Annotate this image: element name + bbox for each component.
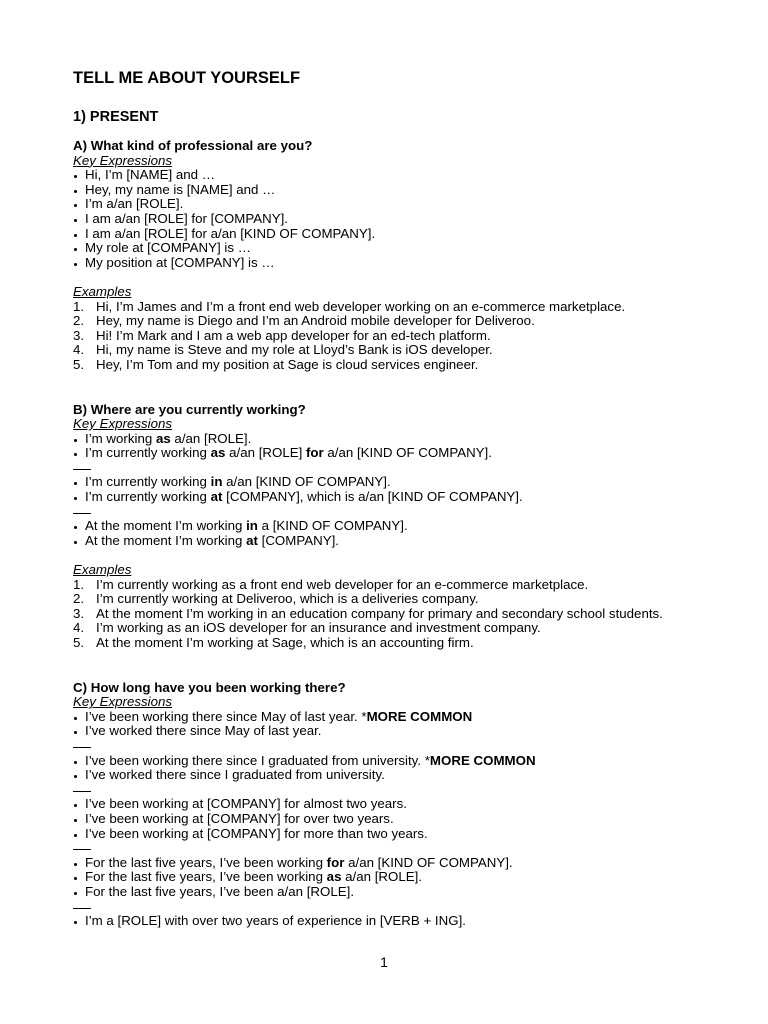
expression-item bbox=[73, 534, 713, 549]
examples-label: Examples bbox=[73, 562, 132, 578]
expression-text: I’ve worked there since May of last year. bbox=[85, 723, 322, 739]
example-text: Hey, I’m Tom and my position at Sage is cloud services engineer. bbox=[96, 356, 479, 372]
example-item bbox=[73, 607, 713, 622]
emphasis-word: as bbox=[210, 445, 226, 461]
expression-item bbox=[73, 256, 713, 271]
expression-text: At the moment I’m working bbox=[85, 532, 247, 548]
example-item bbox=[73, 621, 713, 636]
expression-text: I’m working bbox=[85, 430, 156, 446]
example-item bbox=[73, 578, 713, 593]
expression-text: For the last five years, I’ve been working bbox=[85, 869, 327, 885]
expression-text: My position at [COMPANY] is … bbox=[85, 254, 275, 270]
examples-list bbox=[73, 578, 713, 651]
expression-text: I’ve been working there since May of last year. * bbox=[85, 708, 367, 724]
expression-item bbox=[73, 710, 713, 725]
expression-text: I am a/an [ROLE] for [COMPANY]. bbox=[85, 210, 288, 226]
emphasis-word: MORE COMMON bbox=[429, 752, 536, 768]
group-divider bbox=[73, 783, 713, 798]
expression-text: I’m currently working bbox=[85, 474, 211, 490]
emphasis-word: for bbox=[305, 445, 324, 461]
expression-text: I’m a/an [ROLE]. bbox=[85, 196, 184, 212]
example-number: 2. bbox=[73, 591, 85, 607]
expression-item bbox=[73, 856, 713, 871]
expression-text: [COMPANY]. bbox=[257, 532, 339, 548]
example-text: Hi, I’m James and I’m a front end web developer working on an e-commerce marketplace. bbox=[96, 298, 626, 314]
emphasis-word: in bbox=[246, 518, 258, 534]
expression-text: a/an [ROLE] bbox=[225, 445, 306, 461]
group-divider bbox=[73, 739, 713, 754]
expression-list bbox=[73, 519, 713, 548]
example-text: I’m currently working as a front end web developer for an e-commerce marketplace. bbox=[96, 576, 589, 592]
example-number: 4. bbox=[73, 620, 85, 636]
expression-item bbox=[73, 724, 713, 739]
page-number: 1 bbox=[380, 954, 388, 970]
example-item bbox=[73, 592, 713, 607]
spacer bbox=[73, 270, 713, 285]
emphasis-word: at bbox=[246, 532, 258, 548]
emphasis-word: for bbox=[326, 854, 345, 870]
example-text: At the moment I’m working in an education company for primary and secondary school students. bbox=[96, 605, 663, 621]
examples-list bbox=[73, 300, 713, 373]
example-item bbox=[73, 300, 713, 315]
emphasis-word: in bbox=[210, 474, 223, 490]
expression-text: I’ve been working at [COMPANY] for over two years. bbox=[85, 810, 394, 826]
example-text: Hi! I’m Mark and I am a web app developer for an ed-tech platform. bbox=[96, 327, 491, 343]
expression-text: Hi, I’m [NAME] and … bbox=[85, 167, 216, 183]
expression-list bbox=[73, 914, 713, 929]
expression-text: I’ve been working at [COMPANY] for more than two years. bbox=[85, 825, 428, 841]
spacer bbox=[73, 373, 713, 403]
expression-text: a/an [ROLE]. bbox=[170, 430, 252, 446]
examples-label: Examples bbox=[73, 283, 132, 299]
expression-item bbox=[73, 168, 713, 183]
example-item bbox=[73, 343, 713, 358]
expression-list bbox=[73, 797, 713, 841]
expression-text: I’m a [ROLE] with over two years of experience in [VERB + ING]. bbox=[85, 913, 466, 929]
expression-text: I am a/an [ROLE] for a/an [KIND OF COMPANY]. bbox=[85, 225, 376, 241]
example-item bbox=[73, 358, 713, 373]
example-number: 1. bbox=[73, 298, 85, 314]
example-text: Hi, my name is Steve and my role at Lloyd’s Bank is iOS developer. bbox=[96, 342, 493, 358]
group-divider bbox=[73, 461, 713, 476]
expression-item bbox=[73, 812, 713, 827]
expression-list bbox=[73, 856, 713, 900]
expression-text: Hey, my name is [NAME] and … bbox=[85, 181, 276, 197]
expression-list bbox=[73, 432, 713, 461]
expression-item bbox=[73, 227, 713, 242]
key-expressions-label: Key Expressions bbox=[73, 416, 173, 432]
expression-text: I’ve been working at [COMPANY] for almost two years. bbox=[85, 796, 407, 812]
expression-list bbox=[73, 754, 713, 783]
expression-item bbox=[73, 797, 713, 812]
emphasis-word: as bbox=[326, 869, 342, 885]
content-blocks bbox=[73, 139, 713, 929]
example-text: I’m working as an iOS developer for an insurance and investment company. bbox=[96, 620, 541, 636]
emphasis-word: at bbox=[210, 489, 223, 505]
group-divider bbox=[73, 841, 713, 856]
example-number: 4. bbox=[73, 342, 85, 358]
expression-text: a [KIND OF COMPANY]. bbox=[257, 518, 408, 534]
emphasis-word: as bbox=[155, 430, 171, 446]
example-number: 1. bbox=[73, 576, 85, 592]
document-page bbox=[73, 68, 713, 929]
expression-text: I’ve been working there since I graduated from university. * bbox=[85, 752, 430, 768]
expression-item bbox=[73, 446, 713, 461]
expression-text: My role at [COMPANY] is … bbox=[85, 240, 251, 256]
expression-text: a/an [KIND OF COMPANY]. bbox=[344, 854, 513, 870]
example-number: 3. bbox=[73, 327, 85, 343]
group-divider bbox=[73, 900, 713, 915]
example-text: Hey, my name is Diego and I’m an Android mobile developer for Deliveroo. bbox=[96, 313, 535, 329]
expression-item bbox=[73, 827, 713, 842]
expression-text: I’ve worked there since I graduated from university. bbox=[85, 767, 385, 783]
expression-item bbox=[73, 519, 713, 534]
group-divider bbox=[73, 505, 713, 520]
expression-item bbox=[73, 885, 713, 900]
expression-text: a/an [KIND OF COMPANY]. bbox=[323, 445, 492, 461]
example-number: 3. bbox=[73, 605, 85, 621]
expression-item bbox=[73, 768, 713, 783]
example-text: At the moment I’m working at Sage, which is an accounting firm. bbox=[96, 635, 474, 650]
spacer bbox=[73, 548, 713, 563]
expression-item bbox=[73, 754, 713, 769]
expression-item bbox=[73, 914, 713, 929]
expression-item bbox=[73, 197, 713, 212]
expression-text: I’m currently working bbox=[85, 445, 211, 461]
example-item bbox=[73, 329, 713, 344]
section-heading: 1) PRESENT bbox=[73, 109, 159, 125]
expression-list bbox=[73, 475, 713, 504]
expression-item bbox=[73, 241, 713, 256]
expression-text: I’m currently working bbox=[85, 489, 211, 505]
expression-text: a/an [KIND OF COMPANY]. bbox=[222, 474, 391, 490]
expression-item bbox=[73, 870, 713, 885]
example-text: I’m currently working at Deliveroo, which is a deliveries company. bbox=[96, 591, 479, 607]
expression-item bbox=[73, 490, 713, 505]
key-expressions-label: Key Expressions bbox=[73, 152, 173, 168]
example-item bbox=[73, 636, 713, 651]
expression-item bbox=[73, 183, 713, 198]
expression-text: For the last five years, I’ve been working bbox=[85, 854, 327, 870]
document-title: TELL ME ABOUT YOURSELF bbox=[73, 69, 301, 87]
expression-item bbox=[73, 212, 713, 227]
example-number: 5. bbox=[73, 356, 85, 372]
expression-item bbox=[73, 432, 713, 447]
example-number: 2. bbox=[73, 313, 85, 329]
expression-text: [COMPANY], which is a/an [KIND OF COMPANY]. bbox=[222, 489, 523, 505]
example-number: 5. bbox=[73, 635, 85, 650]
expression-item bbox=[73, 475, 713, 490]
emphasis-word: MORE COMMON bbox=[366, 708, 473, 724]
spacer bbox=[73, 651, 713, 681]
key-expressions-label: Key Expressions bbox=[73, 694, 173, 710]
question-heading: B) Where are you currently working? bbox=[73, 401, 306, 417]
question-heading: C) How long have you been working there? bbox=[73, 679, 346, 695]
expression-list bbox=[73, 168, 713, 270]
question-heading: A) What kind of professional are you? bbox=[73, 138, 313, 153]
example-item bbox=[73, 314, 713, 329]
expression-text: For the last five years, I’ve been a/an [ROLE]. bbox=[85, 883, 355, 899]
expression-list bbox=[73, 710, 713, 739]
expression-text: a/an [ROLE]. bbox=[341, 869, 423, 885]
expression-text: At the moment I’m working bbox=[85, 518, 247, 534]
